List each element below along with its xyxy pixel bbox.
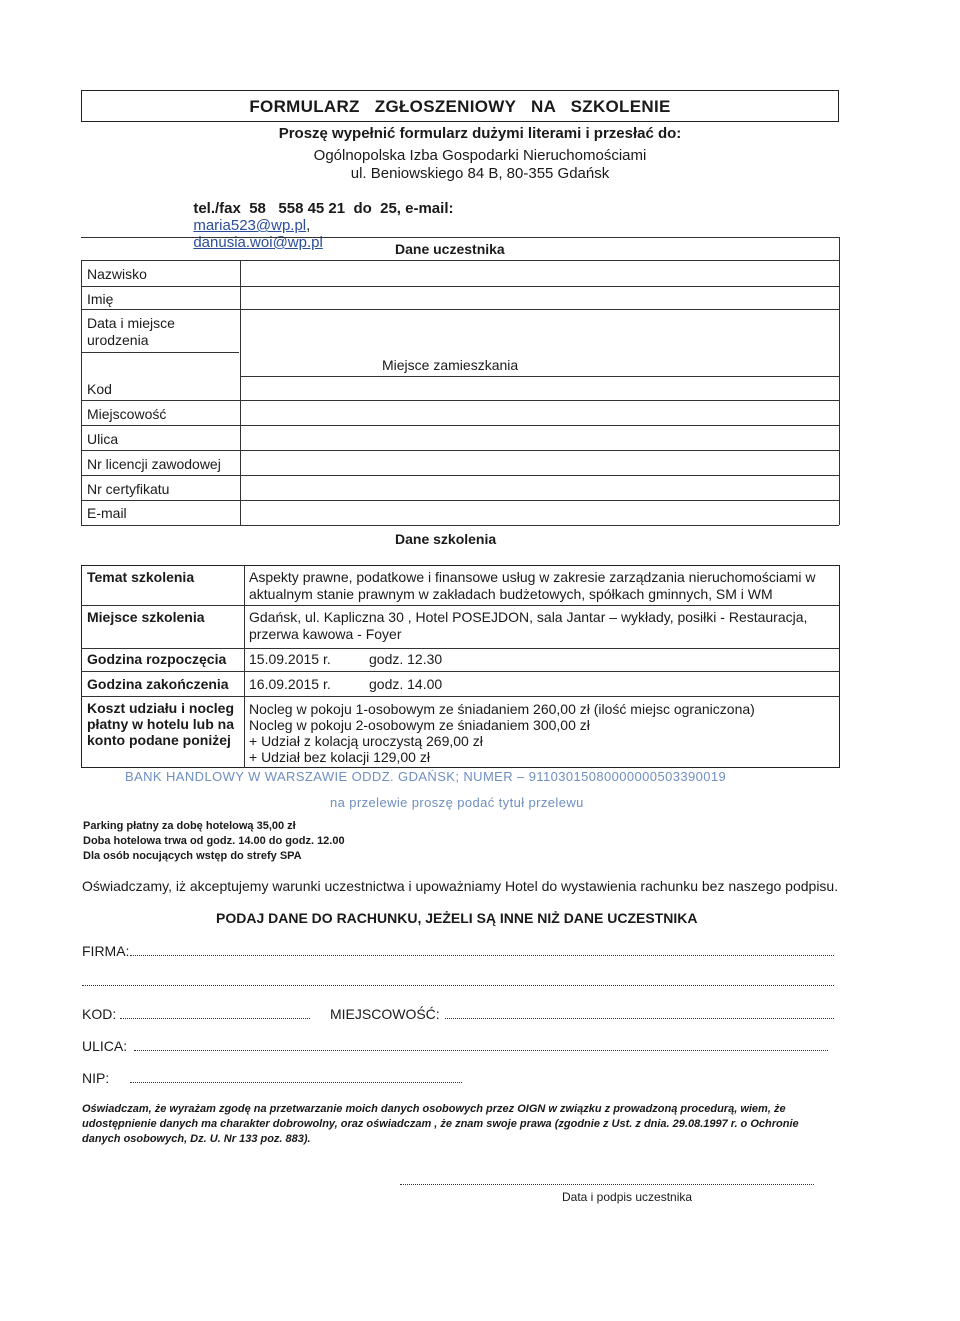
org-name: Ogólnopolska Izba Gospodarki Nieruchomościami [313,147,647,164]
training-section-title: Dane szkolenia [395,531,497,547]
label-city: Miejscowość [87,406,167,422]
input-code[interactable] [241,377,838,399]
email-link-1[interactable]: maria523@wp.pl [193,217,307,234]
participant-left-border [81,260,82,525]
contact-prefix: tel./fax 58 558 45 21 do 25, e-mail: [193,200,454,217]
label-cost: Koszt udziału i nocleg płatny w hotelu lub na konto podane poniżej [87,700,235,748]
label-street: Ulica [87,431,119,447]
row-line [81,525,839,526]
start-date: 15.09.2015 r. [249,651,331,667]
participant-top-line [81,237,839,238]
row-line [81,605,840,606]
invoice-title: PODAJ DANE DO RACHUNKU, JEŻELI SĄ INNE NIŻ DANE UCZESTNIKA [216,910,698,926]
note-line: Doba hotelowa trwa od godz. 14.00 do godz. 12.00 [83,835,345,847]
street-label: ULICA: [82,1038,128,1054]
cost-line: + Udział bez kolacji 129,00 zł [249,749,430,765]
nip-field[interactable] [130,1082,462,1083]
participant-section-title: Dane uczestnika [395,241,505,257]
cost-line: Nocleg w pokoju 2-osobowym ze śniadaniem 300,00 zł [249,717,590,733]
transfer-note: na przelewie proszę podać tytuł przelewu [330,795,584,810]
consent-text: Oświadczam, że wyrażam zgodę na przetwarzanie moich danych osobowych przez OIGN w związku z prowadzoną procedurą, wiem, że udostępnienie danych ma charakter dobrowolny, oraz oświadczam , że znam swoje prawa (zgodnie z Ust. z dnia. 29.08.1997 r. o Ochronie danych osobowych, Dz. U. Nr 133 poz. 883). [82,1103,799,1145]
input-certificate[interactable] [241,476,838,499]
label-birth: Data i miejsce urodzenia [87,315,175,348]
input-city[interactable] [241,401,838,424]
cost-line: + Udział z kolacją uroczystą 269,00 zł [249,733,483,749]
label-email: E-mail [87,505,127,521]
cost-line: Nocleg w pokoju 1-osobowym ze śniadaniem 260,00 zł (ilość miejsc ograniczona) [249,701,755,717]
start-time: godz. 12.30 [369,651,443,667]
label-topic: Temat szkolenia [87,569,195,585]
note-line: Dla osób nocujących wstęp do strefy SPA [83,850,302,862]
form-title: FORMULARZ ZGŁOSZENIOWY NA SZKOLENIE [249,97,671,116]
email-separator: , [306,217,311,234]
input-email[interactable] [241,501,838,524]
note-line: Parking płatny za dobę hotelową 35,00 zł [83,820,296,832]
input-street[interactable] [241,426,838,449]
nip-label: NIP: [82,1070,110,1086]
row-line [81,352,239,353]
label-place: Miejsce szkolenia [87,609,205,625]
residence-title: Miejsce zamieszkania [382,357,519,373]
org-street: ul. Beniowskiego 84 B, 80-355 Gdańsk [350,165,610,182]
bank-account: BANK HANDLOWY W WARSZAWIE ODDZ. GDAŃSK; NUMER – 91103015080000000503390019 [125,769,727,784]
label-license: Nr licencji zawodowej [87,456,221,472]
input-surname[interactable] [241,261,838,285]
code-label: KOD: [82,1006,117,1022]
signature-label: Data i podpis uczestnika [562,1190,693,1204]
label-code: Kod [87,381,112,397]
end-date: 16.09.2015 r. [249,676,331,692]
label-certificate: Nr certyfikatu [87,481,170,497]
city-field[interactable] [445,1018,834,1019]
firm-field-line2[interactable] [82,985,834,986]
street-field[interactable] [134,1050,828,1051]
place-value: Gdańsk, ul. Kapliczna 30 , Hotel POSEJDON, sala Jantar – wykłady, posiłki - Restauracja, przerwa kawowa - Foyer [249,609,808,642]
input-name[interactable] [241,287,838,308]
participant-right-border [839,237,840,525]
input-birth[interactable] [241,310,838,352]
code-field[interactable] [120,1018,310,1019]
label-surname: Nazwisko [87,266,147,282]
input-license[interactable] [241,451,838,474]
instruction: Proszę wypełnić formularz dużymi literami i przesłać do: [278,125,682,142]
label-end: Godzina zakończenia [87,676,229,692]
row-line [81,671,840,672]
city-label: MIEJSCOWOŚĆ: [330,1006,440,1022]
firm-label: FIRMA: [82,943,130,959]
end-time: godz. 14.00 [369,676,443,692]
topic-value: Aspekty prawne, podatkowe i finansowe usług w zakresie zarządzania nieruchomościami w aktualnym stanie prawnym w zakładach budżetowych, spółkach gminnych, SM i WM [249,569,816,602]
training-divider [244,565,245,768]
row-line [81,648,840,649]
email-link-2[interactable]: danusia.woi@wp.pl [193,234,323,251]
row-line [81,696,840,697]
label-name: Imię [87,291,114,307]
signature-field[interactable] [400,1184,814,1185]
firm-field[interactable] [130,955,834,956]
declaration: Oświadczamy, iż akceptujemy warunki uczestnictwa i upoważniamy Hotel do wystawienia rachunku bez naszego podpisu. [82,878,839,894]
label-start: Godzina rozpoczęcia [87,651,227,667]
